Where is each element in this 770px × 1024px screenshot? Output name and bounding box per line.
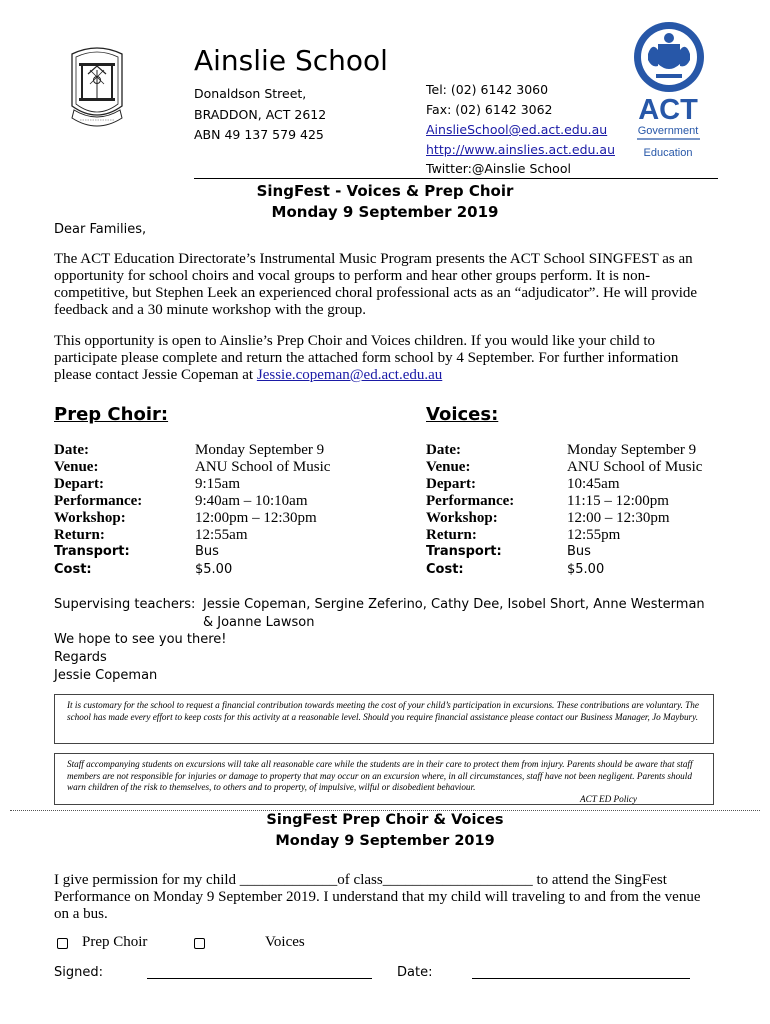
school-email-link[interactable]: AinslieSchool@ed.act.edu.au [426,122,608,137]
participation-paragraph [54,333,714,384]
detail-value: 10:45am [567,476,620,492]
date-label: Date: [397,965,433,980]
event-date: Monday 9 September 2019 [271,203,499,221]
policy-signature: ACT ED Policy [580,793,637,804]
address-suburb: BRADDON, ACT 2612 [194,107,327,122]
detail-label: Performance: [426,493,515,509]
greeting: Dear Families, [54,222,147,237]
supervising-label: Supervising teachers: [54,597,196,612]
voices-option-label: Voices [265,934,305,950]
fax-number: Fax: (02) 6142 3062 [426,102,553,117]
signoff-name: Jessie Copeman [54,668,158,683]
detail-value: 12:00 – 12:30pm [567,510,670,526]
detail-label: Workshop: [426,510,498,526]
twitter-handle: Twitter:@Ainslie School [426,161,571,176]
voices-checkbox[interactable] [194,938,205,949]
detail-value: Bus [567,544,591,559]
phone-number: Tel: (02) 6142 3060 [426,82,549,97]
regards: Regards [54,650,107,665]
participation-text: This opportunity is open to Ainslie’s Prep Choir and Voices children. If you would like your child to participate please complete and return the attached form school by 4 September. For further information please contact Jessie Copeman at [54,333,679,383]
permission-text: I give permission for my child _____________of class____________________ to attend the SingFest Performance on Monday 9 September 2019. I understand that my child will traveling to and from the venue on a bus. [54,872,701,922]
detail-value: 12:55pm [567,527,621,543]
school-website-link[interactable]: http://www.ainslies.act.edu.au [426,142,615,157]
prep-choir-option-label: Prep Choir [82,934,148,950]
detail-label: Transport: [426,544,502,559]
act-logo-text: ACT [638,94,698,126]
staff-care-notice [54,753,714,805]
event-title: SingFest - Voices & Prep Choir [256,182,514,200]
form-title: SingFest Prep Choir & Voices [266,812,504,828]
address-street: Donaldson Street, [194,86,307,101]
detail-label: Return: [426,527,477,543]
financial-notice-text: It is customary for the school to request a financial contribution towards meeting the cost of your child’s participation in excursions. These contributions are voluntary. The school has made every effort to keep costs for this activity at a reasonable level. Should you require financial assistance please contact our Business Manager, Jo Maybury. [67,700,699,722]
signature-line[interactable] [147,978,372,979]
signed-label: Signed: [54,965,103,980]
supervising-names: Jessie Copeman, Sergine Zeferino, Cathy Dee, Isobel Short, Anne Westerman & Joanne Lawson [203,597,705,630]
detail-value: ANU School of Music [567,459,703,475]
detail-value: 12:00pm – 12:30pm [195,510,317,526]
header-divider [194,178,718,179]
detail-label: Venue: [54,459,99,475]
detail-value: 9:40am – 10:10am [195,493,308,509]
detail-value: 9:15am [195,476,240,492]
detail-value: Monday September 9 [195,442,325,458]
detail-label: Workshop: [54,510,126,526]
tear-off-line [10,810,760,811]
detail-value: Bus [195,544,219,559]
detail-label: Cost: [54,562,92,577]
prep-choir-details [54,442,384,582]
detail-label: Venue: [426,459,471,475]
detail-label: Return: [54,527,105,543]
detail-label: Date: [426,442,461,458]
detail-label: Cost: [426,562,464,577]
detail-label: Transport: [54,544,130,559]
detail-label: Date: [54,442,89,458]
detail-value: Monday September 9 [567,442,697,458]
prep-choir-checkbox[interactable] [57,938,68,949]
supervising-teachers [54,596,714,632]
act-logo-education: Education [643,147,693,159]
school-crest-logo [66,40,128,140]
staff-notice-text: Staff accompanying students on excursions will take all reasonable care while the students are in their care to protect them from injury. Parents should be aware that staff members are not responsible for injuries or damage to property that may occur on an excursion where, in all circumstances, staff have not been negligent. Parents should warn children of the risk to themselves, to others and to property, of impulsive, wilful or disobedient behaviour. [67,759,693,792]
intro-paragraph: The ACT Education Directorate’s Instrumental Music Program presents the ACT School SINGFEST as an opportunity for school choirs and vocal groups to perform and hear other groups perform. It is non-competitive, but Stephen Leek an experienced choral professional acts as an “adjudicator”. He will provide feedback and a 30 minute workshop with the group. [54,251,698,318]
detail-label: Depart: [54,476,104,492]
detail-label: Performance: [54,493,143,509]
detail-value: ANU School of Music [195,459,331,475]
voices-details [426,442,726,582]
abn: ABN 49 137 579 425 [194,127,324,142]
closing-line: We hope to see you there! [54,632,227,647]
detail-value: 12:55am [195,527,248,543]
act-logo-government: Government [637,125,699,137]
act-government-logo [628,20,708,162]
detail-value: $5.00 [195,562,233,577]
contact-email-link[interactable]: Jessie.copeman@ed.act.edu.au [256,367,443,383]
detail-value: $5.00 [567,562,605,577]
prep-choir-heading: Prep Choir: [54,404,169,425]
form-date: Monday 9 September 2019 [275,833,495,849]
detail-label: Depart: [426,476,476,492]
financial-contribution-notice [54,694,714,744]
detail-value: 11:15 – 12:00pm [567,493,669,509]
date-line[interactable] [472,978,690,979]
school-name: Ainslie School [194,44,388,77]
voices-heading: Voices: [426,404,499,425]
